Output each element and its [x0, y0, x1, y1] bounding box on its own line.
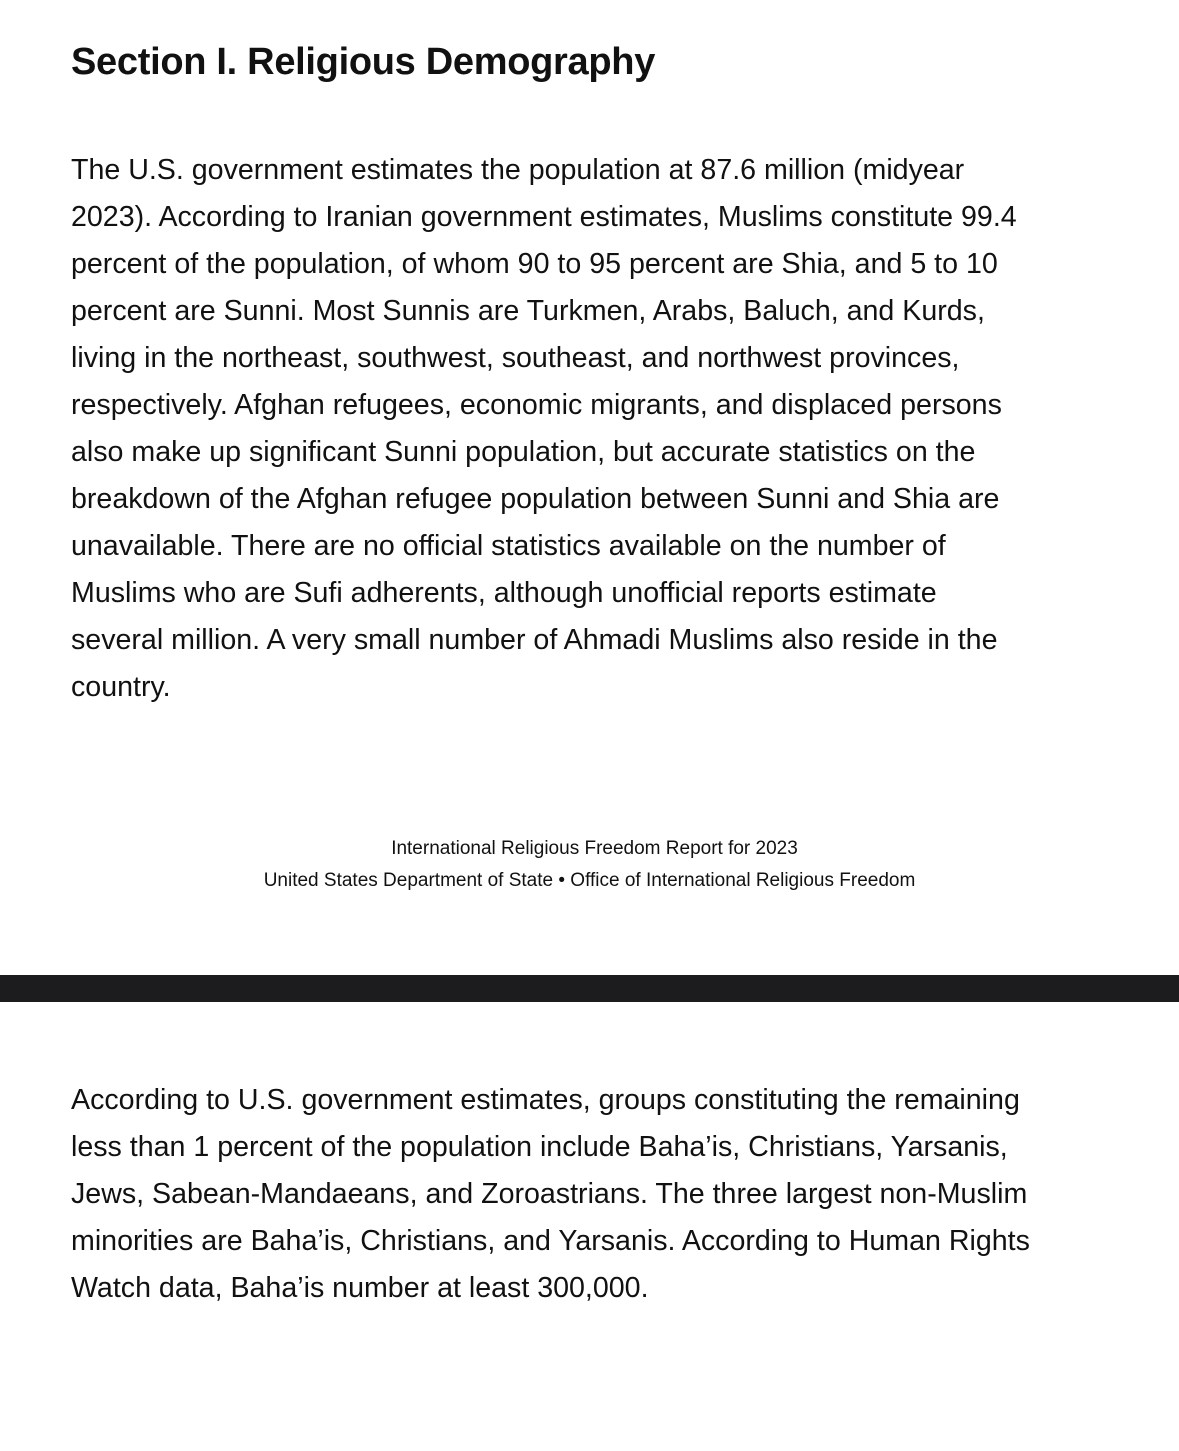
paragraph-line: living in the northeast, southwest, southeast, and northwest provinces,	[71, 342, 960, 374]
paragraph-line: 2023). According to Iranian government estimates, Muslims constitute 99.4	[71, 201, 1017, 233]
paragraph-line: percent of the population, of whom 90 to 95 percent are Shia, and 5 to 10	[71, 248, 998, 280]
paragraph-line: also make up significant Sunni population, but accurate statistics on the	[71, 436, 976, 468]
footer-department: United States Department of State • Office of International Religious Freedom	[263, 870, 916, 891]
paragraph-line: breakdown of the Afghan refugee population between Sunni and Shia are	[71, 483, 1000, 515]
demography-paragraph-1	[71, 147, 1111, 711]
document-page-bottom	[0, 1002, 1179, 1451]
paragraph-line: Watch data, Baha’is number at least 300,000.	[71, 1272, 649, 1304]
page-divider	[0, 975, 1179, 1002]
paragraph-line: Jews, Sabean-Mandaeans, and Zoroastrians. The three largest non-Muslim	[71, 1178, 1028, 1210]
paragraph-line: less than 1 percent of the population include Baha’is, Christians, Yarsanis,	[71, 1131, 1008, 1163]
paragraph-line: unavailable. There are no official statistics available on the number of	[71, 530, 946, 562]
paragraph-line: several million. A very small number of Ahmadi Muslims also reside in the	[71, 624, 998, 656]
demography-paragraph-2	[71, 1077, 1111, 1312]
paragraph-line: respectively. Afghan refugees, economic migrants, and displaced persons	[71, 389, 1002, 421]
paragraph-line: The U.S. government estimates the population at 87.6 million (midyear	[71, 154, 965, 186]
paragraph-line: Muslims who are Sufi adherents, although unofficial reports estimate	[71, 577, 937, 609]
section-heading: Section I. Religious Demography	[71, 41, 656, 83]
paragraph-line: According to U.S. government estimates, groups constituting the remaining	[71, 1084, 1020, 1116]
paragraph-line: percent are Sunni. Most Sunnis are Turkmen, Arabs, Baluch, and Kurds,	[71, 295, 985, 327]
paragraph-line: country.	[71, 671, 171, 703]
footer-report-title: International Religious Freedom Report for 2023	[391, 838, 798, 859]
paragraph-line: minorities are Baha’is, Christians, and Yarsanis. According to Human Rights	[71, 1225, 1030, 1257]
page-footer	[0, 833, 1179, 897]
